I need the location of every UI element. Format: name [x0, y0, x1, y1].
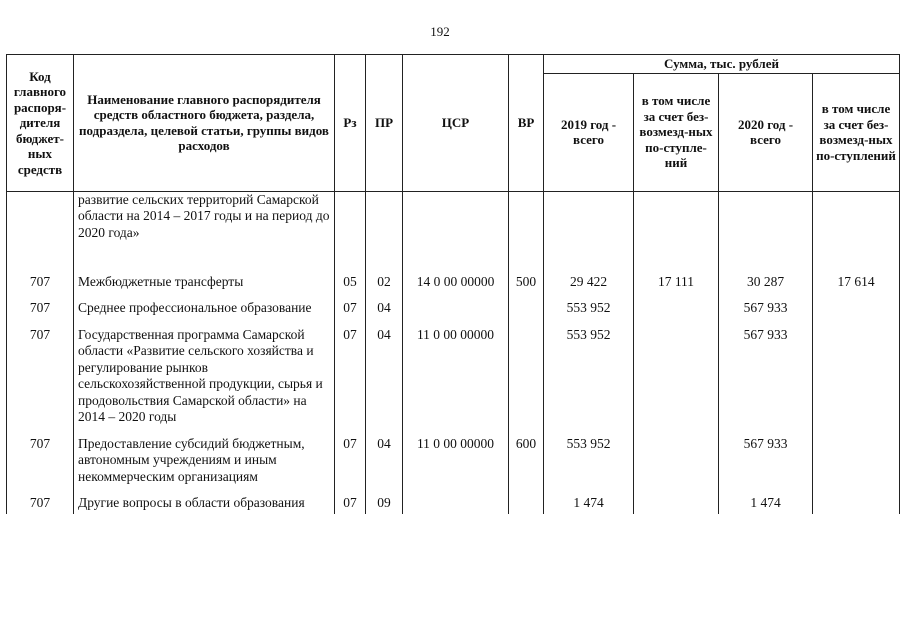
cell-2020-total: 30 287 — [719, 266, 813, 293]
header-2020-free: в том числе за счет без-возмезд-ных по-ступлений — [813, 73, 900, 191]
header-sum-group: Сумма, тыс. рублей — [544, 55, 900, 74]
cell-2020-free: 17 614 — [813, 266, 900, 293]
table-row — [7, 428, 900, 488]
header-name: Наименование главного распорядителя средств областного бюджета, раздела, подраздела, целевой статьи, группы видов расходов — [74, 55, 335, 192]
cell-2019-total: 553 952 — [544, 428, 634, 488]
cell-2019-total: 1 474 — [544, 487, 634, 514]
cell-2020-free — [813, 428, 900, 488]
cell-2020-free — [813, 292, 900, 319]
table-row — [7, 191, 900, 266]
header-pr: ПР — [366, 55, 403, 192]
cell-2019-total: 553 952 — [544, 292, 634, 319]
cell-2019-total: 29 422 — [544, 266, 634, 293]
cell-2019-total: 553 952 — [544, 319, 634, 428]
cell-pr: 04 — [366, 319, 403, 428]
cell-pr: 04 — [366, 292, 403, 319]
cell-csr: 14 0 00 00000 — [403, 266, 509, 293]
cell-2019-total — [544, 191, 634, 266]
cell-vr — [509, 191, 544, 266]
cell-rz: 07 — [335, 487, 366, 514]
cell-code — [7, 191, 74, 266]
cell-rz — [335, 191, 366, 266]
cell-rz: 05 — [335, 266, 366, 293]
cell-name: Среднее профессиональное образование — [74, 292, 335, 319]
cell-2019-free — [634, 319, 719, 428]
cell-2020-free — [813, 191, 900, 266]
header-vr: ВР — [509, 55, 544, 192]
cell-code: 707 — [7, 487, 74, 514]
cell-csr — [403, 191, 509, 266]
cell-pr: 09 — [366, 487, 403, 514]
cell-2019-free — [634, 191, 719, 266]
cell-vr: 600 — [509, 428, 544, 488]
cell-name: Государственная программа Самарской области «Развитие сельского хозяйства и регулирование рынков сельскохозяйственной продукции, сырья и продовольствия Самарской области» на 2014 – 2020 годы — [74, 319, 335, 428]
cell-csr: 11 0 00 00000 — [403, 319, 509, 428]
cell-vr — [509, 319, 544, 428]
cell-pr: 02 — [366, 266, 403, 293]
header-2019-free: в том числе за счет без-возмезд-ных по-ступле-ний — [634, 73, 719, 191]
cell-rz: 07 — [335, 428, 366, 488]
cell-vr — [509, 292, 544, 319]
cell-name: Другие вопросы в области образования — [74, 487, 335, 514]
cell-code: 707 — [7, 266, 74, 293]
cell-2019-free — [634, 292, 719, 319]
cell-2019-free: 17 111 — [634, 266, 719, 293]
cell-code: 707 — [7, 428, 74, 488]
table-row — [7, 487, 900, 514]
cell-csr: 11 0 00 00000 — [403, 428, 509, 488]
table-row — [7, 319, 900, 428]
cell-csr — [403, 487, 509, 514]
cell-pr — [366, 191, 403, 266]
cell-2020-total: 567 933 — [719, 319, 813, 428]
cell-pr: 04 — [366, 428, 403, 488]
cell-name: развитие сельских территорий Самарской области на 2014 – 2017 годы и на период до 2020 года» — [74, 191, 335, 266]
cell-rz: 07 — [335, 292, 366, 319]
cell-name: Межбюджетные трансферты — [74, 266, 335, 293]
page-number: 192 — [430, 24, 450, 39]
cell-2020-total — [719, 191, 813, 266]
table-row — [7, 292, 900, 319]
cell-2020-total: 567 933 — [719, 428, 813, 488]
cell-name: Предоставление субсидий бюджетным, автономным учреждениям и иным некоммерческим организациям — [74, 428, 335, 488]
header-2019-total: 2019 год - всего — [544, 73, 634, 191]
table-row — [7, 266, 900, 293]
cell-2019-free — [634, 487, 719, 514]
cell-rz: 07 — [335, 319, 366, 428]
cell-2020-free — [813, 319, 900, 428]
cell-2020-free — [813, 487, 900, 514]
header-csr: ЦСР — [403, 55, 509, 192]
cell-2020-total: 567 933 — [719, 292, 813, 319]
cell-vr: 500 — [509, 266, 544, 293]
header-rz: Рз — [335, 55, 366, 192]
header-code: Код главного распоря-дителя бюджет-ных средств — [7, 55, 74, 192]
cell-vr — [509, 487, 544, 514]
cell-2020-total: 1 474 — [719, 487, 813, 514]
cell-csr — [403, 292, 509, 319]
cell-code: 707 — [7, 319, 74, 428]
cell-2019-free — [634, 428, 719, 488]
header-2020-total: 2020 год - всего — [719, 73, 813, 191]
cell-code: 707 — [7, 292, 74, 319]
budget-table — [6, 54, 900, 514]
